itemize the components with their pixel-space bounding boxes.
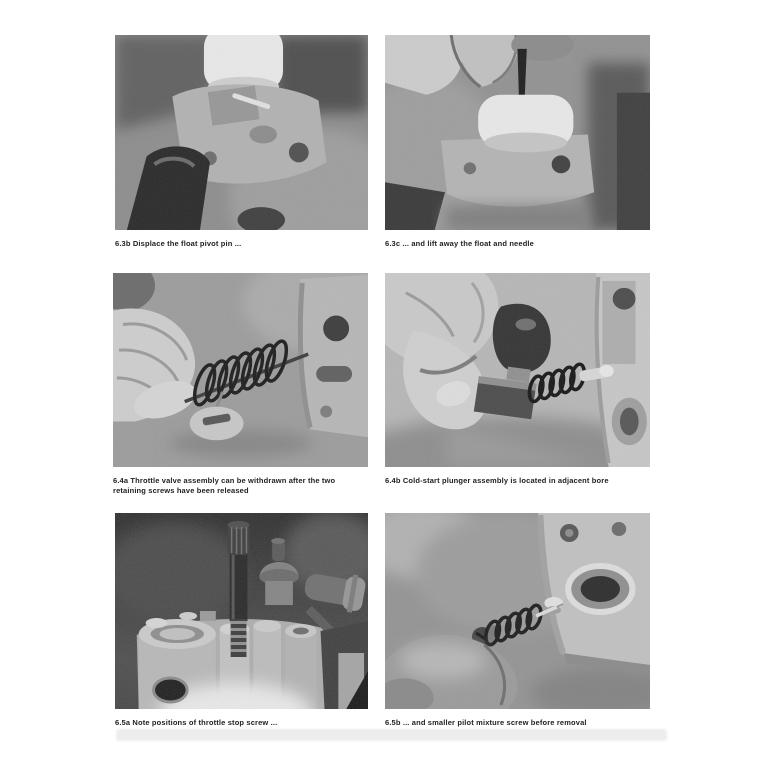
figure-caption-6-3c: 6.3c ... and lift away the float and needle [385, 239, 534, 248]
throttle-valve-assembly-photo-illustration [113, 273, 368, 467]
cold-start-plunger-photo-illustration [385, 273, 650, 467]
float-and-needle-lift-photo-illustration [385, 35, 650, 230]
scan-artifact-band [116, 729, 667, 741]
photo-6-3c [385, 35, 650, 230]
throttle-stop-screw-photo-illustration [115, 513, 368, 709]
photo-6-3b [115, 35, 368, 230]
figure-6-4b [385, 273, 650, 486]
figure-6-4a [113, 273, 368, 496]
figure-6-3c [385, 35, 650, 249]
figure-caption-6-4a: 6.4a Throttle valve assembly can be withdrawn after the two retaining screws have been released [113, 476, 336, 495]
photo-6-4a [113, 273, 368, 467]
figure-caption-6-4b: 6.4b Cold-start plunger assembly is located in adjacent bore [385, 476, 609, 485]
photo-6-5a [115, 513, 368, 709]
pilot-mixture-screw-photo-illustration [385, 513, 650, 709]
figure-caption-6-5a: 6.5a Note positions of throttle stop screw ... [115, 718, 278, 727]
figure-6-5b [385, 513, 650, 728]
figure-6-3b [115, 35, 368, 249]
figure-caption-6-3b: 6.3b Displace the float pivot pin ... [115, 239, 242, 248]
float-pivot-pin-removal-photo-illustration [115, 35, 368, 230]
photo-6-5b [385, 513, 650, 709]
photo-6-4b [385, 273, 650, 467]
figure-caption-6-5b: 6.5b ... and smaller pilot mixture screw before removal [385, 718, 587, 727]
figure-6-5a [115, 513, 368, 728]
